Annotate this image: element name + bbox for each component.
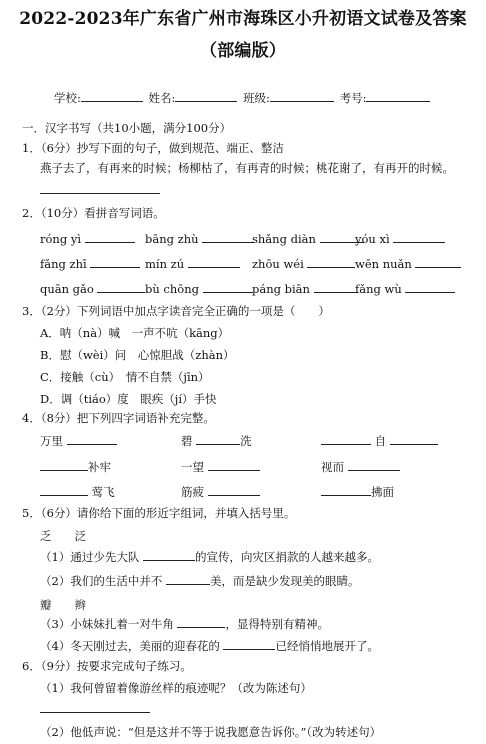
answer-blank[interactable] — [196, 433, 240, 445]
pinyin-item: fǎng wù — [355, 281, 455, 297]
answer-blank[interactable] — [40, 484, 88, 496]
answer-blank[interactable] — [307, 256, 355, 268]
answer-blank[interactable] — [166, 573, 210, 585]
answer-blank[interactable] — [203, 281, 253, 293]
answer-blank[interactable] — [67, 433, 117, 445]
pinyin-item: mín zú — [145, 256, 240, 272]
answer-blank[interactable] — [202, 231, 254, 243]
answer-blank[interactable] — [321, 433, 371, 445]
answer-blank[interactable] — [390, 433, 438, 445]
pinyin-item: zhōu wéi — [252, 256, 355, 272]
answer-blank[interactable] — [314, 281, 358, 293]
option-c[interactable]: C．接触（cù） 情不自禁（jīn） — [40, 370, 210, 384]
idiom-item: 一望 — [181, 459, 260, 475]
pinyin-item: páng biān — [252, 281, 358, 297]
name-field[interactable] — [175, 90, 237, 102]
answer-blank[interactable] — [143, 549, 195, 561]
idiom-item: 万里 — [40, 433, 117, 449]
class-field[interactable] — [270, 90, 334, 102]
idiom-item: 筋疲 — [181, 484, 260, 500]
answer-blank[interactable] — [188, 256, 240, 268]
class-label: 班级: — [243, 91, 270, 105]
option-d[interactable]: D．调（tiáo）度 眼疾（jí）手快 — [40, 392, 217, 406]
exam-no-field[interactable] — [366, 90, 430, 102]
school-label: 学校: — [54, 91, 81, 105]
pinyin-item: bù chōng — [145, 281, 253, 297]
idiom-item: 补牢 — [40, 459, 111, 475]
question-3-stem: 3．（2分）下列词语中加点字读音完全正确的一项是（ ） — [22, 304, 330, 318]
answer-blank[interactable] — [90, 256, 140, 268]
school-field[interactable] — [81, 90, 143, 102]
idiom-item: 碧 洗 — [181, 434, 252, 448]
question-1-sentence: 燕子去了，有再来的时候；杨柳枯了，有再青的时候；桃花谢了，有再开的时候。 — [40, 161, 454, 175]
pinyin-item: yóu xì — [355, 231, 445, 247]
question-6-stem: 6．（9分）按要求完成句子练习。 — [22, 659, 192, 673]
q6-answer-line-1[interactable] — [40, 712, 150, 713]
idiom-item: 视而 — [321, 459, 400, 475]
answer-blank[interactable] — [40, 459, 88, 471]
answer-blank[interactable] — [393, 231, 445, 243]
idiom-item: 自 — [321, 433, 438, 449]
option-b[interactable]: B．慰（wèi）问 心惊胆战（zhàn） — [40, 348, 235, 362]
answer-blank[interactable] — [415, 256, 461, 268]
q6-sentence-2: （2）他低声说：“但是这并不等于说我愿意告诉你。”（改为转述句） — [40, 725, 382, 739]
answer-blank[interactable] — [348, 459, 400, 471]
question-2-stem: 2．（10分）看拼音写词语。 — [22, 206, 165, 220]
answer-blank[interactable] — [208, 484, 260, 496]
exam-no-label: 考号: — [339, 91, 367, 105]
option-a[interactable]: A．呐（nà）喊 一声不吭（kāng） — [40, 326, 230, 340]
q5-sentence-2: （2）我们的生活中并不 美，而是缺少发现美的眼睛。 — [40, 574, 360, 588]
section-heading: 一．汉字书写（共10小题，满分100分） — [22, 121, 232, 135]
info-line — [54, 90, 430, 106]
pinyin-item: wēn nuǎn — [355, 256, 461, 272]
answer-blank[interactable] — [321, 484, 371, 496]
exam-subtitle: （部编版） — [200, 41, 286, 61]
char-pair-1: 乏 泛 — [40, 529, 86, 543]
answer-blank[interactable] — [85, 231, 135, 243]
pinyin-item: quān gǎo — [40, 281, 145, 297]
q5-sentence-3: （3）小妹妹扎着一对牛角 ，显得特别有精神。 — [40, 617, 329, 631]
q6-sentence-1: （1）我何曾留着像游丝样的痕迹呢？（改为陈述句） — [40, 681, 312, 695]
question-1-stem: 1．（6分）抄写下面的句子，做到规范、端正、整洁 — [22, 141, 284, 155]
answer-blank[interactable] — [177, 616, 225, 628]
answer-blank[interactable] — [223, 638, 275, 650]
pinyin-item: bāng zhù — [145, 231, 254, 247]
question-4-stem: 4．（8分）把下列四字词语补充完整。 — [22, 411, 215, 425]
idiom-item: 拂面 — [321, 484, 394, 500]
exam-title: 2022-2023年广东省广州市海珠区小升初语文试卷及答案 — [19, 9, 467, 29]
q5-sentence-1: （1）通过少先大队 的宣传，向灾区捐款的人越来越多。 — [40, 550, 379, 564]
pinyin-item: fǎng zhī — [40, 256, 140, 272]
q5-sentence-4: （4）冬天刚过去，美丽的迎春花的 已经悄悄地展开了。 — [40, 639, 379, 653]
char-pair-2: 瓣 辫 — [40, 598, 86, 612]
question-5-stem: 5．（6分）请你给下面的形近字组词，并填入括号里。 — [22, 506, 296, 520]
idiom-item: 莺飞 — [40, 484, 115, 500]
name-label: 姓名: — [148, 91, 176, 105]
pinyin-item: shǎng diàn — [252, 231, 364, 247]
answer-blank[interactable] — [97, 281, 145, 293]
pinyin-item: róng yì — [40, 231, 135, 247]
answer-blank[interactable] — [405, 281, 455, 293]
answer-blank[interactable] — [208, 459, 260, 471]
question-1-answer-line[interactable] — [40, 193, 160, 194]
